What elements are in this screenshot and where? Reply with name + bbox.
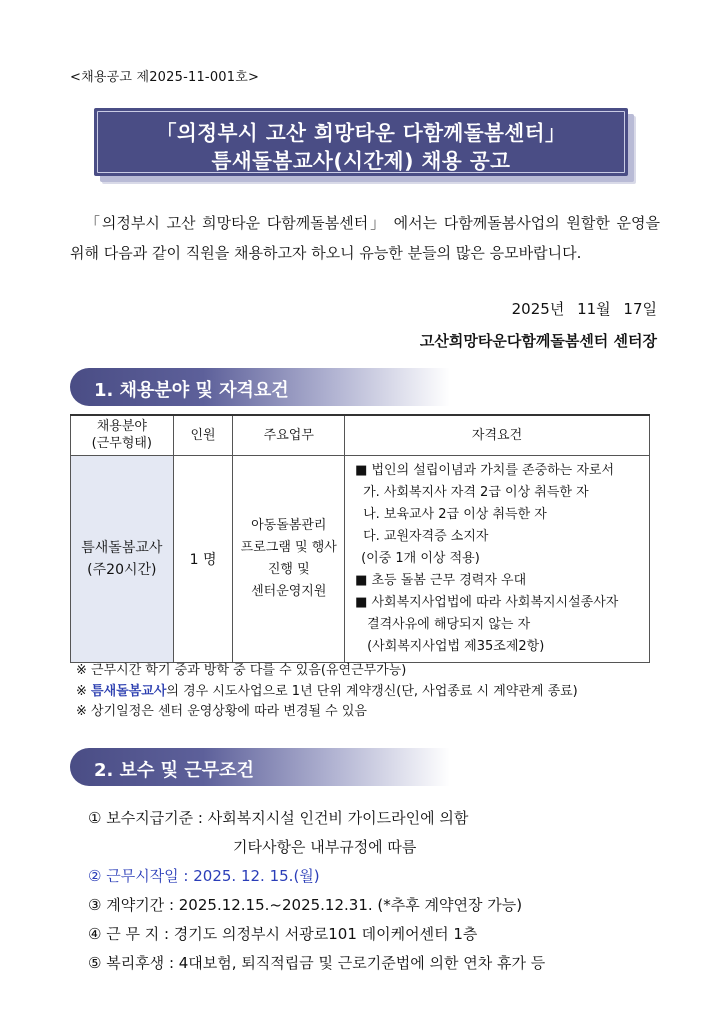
cell-field bbox=[71, 455, 174, 662]
note-2-text: 의 경우 시도사업으로 1년 단위 계약갱신(단, 사업종료 시 계약관계 종료) bbox=[166, 683, 578, 699]
title-line-1: 「의정부시 고산 희망타운 다함께돌봄센터」 bbox=[155, 121, 567, 145]
duty-line: 프로그램 및 행사 bbox=[240, 539, 337, 555]
header-qualifications: 자격요건 bbox=[345, 415, 650, 455]
header-field-line2: (근무형태) bbox=[91, 436, 153, 452]
note-3: ※ 상기일정은 센터 운영상황에 따라 변경될 수 있음 bbox=[76, 704, 367, 719]
qualification-line: (사회복지사업법 제35조제2항) bbox=[367, 638, 545, 654]
qualification-line: (이중 1개 이상 적용) bbox=[361, 550, 480, 566]
duty-line: 아동돌봄관리 bbox=[251, 517, 327, 533]
condition-item-contract-period: ③ 계약기간 : 2025.12.15.~2025.12.31. (*추후 계약연장 가능) bbox=[88, 896, 523, 914]
notice-date: 2025년 11월 17일 bbox=[511, 300, 657, 318]
field-name: 틈새돌봄교사 bbox=[81, 539, 163, 556]
header-count: 인원 bbox=[173, 415, 233, 455]
cell-qualifications bbox=[345, 455, 650, 662]
condition-item-workplace: ④ 근 무 지 : 경기도 의정부시 서광로101 데이케어센터 1층 bbox=[88, 925, 478, 943]
qualification-line: ■ 초등 돌봄 근무 경력자 우대 bbox=[355, 572, 527, 588]
signer: 고산희망타운다함께돌봄센터 센터장 bbox=[419, 332, 657, 350]
qualification-line: ■ 법인의 설립이념과 가치를 존중하는 자로서 bbox=[355, 462, 615, 478]
section-1-title: 1. 채용분야 및 자격요건 bbox=[94, 380, 289, 401]
condition-item-salary: ① 보수지급기준 : 사회복지시설 인건비 가이드라인에 의함 bbox=[88, 809, 469, 827]
note-2-highlight: 틈새돌봄교사 bbox=[91, 683, 167, 699]
qualification-line: 가. 사회복지사 자격 2급 이상 취득한 자 bbox=[363, 484, 589, 500]
cell-duties bbox=[233, 455, 345, 662]
duty-line: 센터운영지원 bbox=[251, 583, 327, 599]
duty-line: 진행 및 bbox=[267, 561, 310, 577]
table-header-row bbox=[71, 415, 650, 455]
header-field-line1: 채용분야 bbox=[96, 419, 147, 435]
note-1: ※ 근무시간 학기 중과 방학 중 다를 수 있음(유연근무가능) bbox=[76, 663, 407, 678]
condition-item-salary-note: 기타사항은 내부규정에 따름 bbox=[233, 838, 417, 856]
section-2-heading bbox=[70, 748, 450, 786]
title-line-2: 틈새돌봄교사(시간제) 채용 공고 bbox=[211, 149, 511, 173]
condition-item-start-date: ② 근무시작일 : 2025. 12. 15.(월) bbox=[88, 867, 320, 885]
notice-number: <채용공고 제2025-11-001호> bbox=[70, 70, 260, 85]
qualification-line: ■ 사회복지사업법에 따라 사회복지시설종사자 bbox=[355, 594, 619, 610]
qualification-line: 나. 보육교사 2급 이상 취득한 자 bbox=[363, 506, 547, 522]
cell-count: 1 명 bbox=[173, 455, 233, 662]
note-2 bbox=[76, 682, 578, 703]
header-field bbox=[71, 415, 174, 455]
table-notes bbox=[76, 661, 578, 723]
intro-paragraph: 「의정부시 고산 희망타운 다함께돌봄센터」 에서는 다함께돌봄사업의 원할한 운영을 위해 다음과 같이 직원을 채용하고자 하오니 유능한 분들의 많은 응모바랍니다. bbox=[70, 214, 660, 262]
title-banner bbox=[94, 108, 628, 176]
section-1-heading bbox=[70, 368, 450, 406]
field-hours: (주20시간) bbox=[87, 561, 157, 578]
section-2-title: 2. 보수 및 근무조건 bbox=[94, 760, 254, 781]
header-duties: 주요업무 bbox=[233, 415, 345, 455]
work-conditions-list bbox=[88, 804, 545, 978]
qualification-line: 다. 교원자격증 소지자 bbox=[363, 528, 489, 544]
condition-item-benefits: ⑤ 복리후생 : 4대보험, 퇴직적립금 및 근로기준법에 의한 연차 휴가 등 bbox=[88, 954, 546, 972]
qualification-line: 결격사유에 해당되지 않는 자 bbox=[367, 616, 531, 632]
table-row bbox=[71, 455, 650, 662]
requirements-table bbox=[70, 414, 650, 663]
note-2-prefix: ※ bbox=[76, 683, 92, 699]
